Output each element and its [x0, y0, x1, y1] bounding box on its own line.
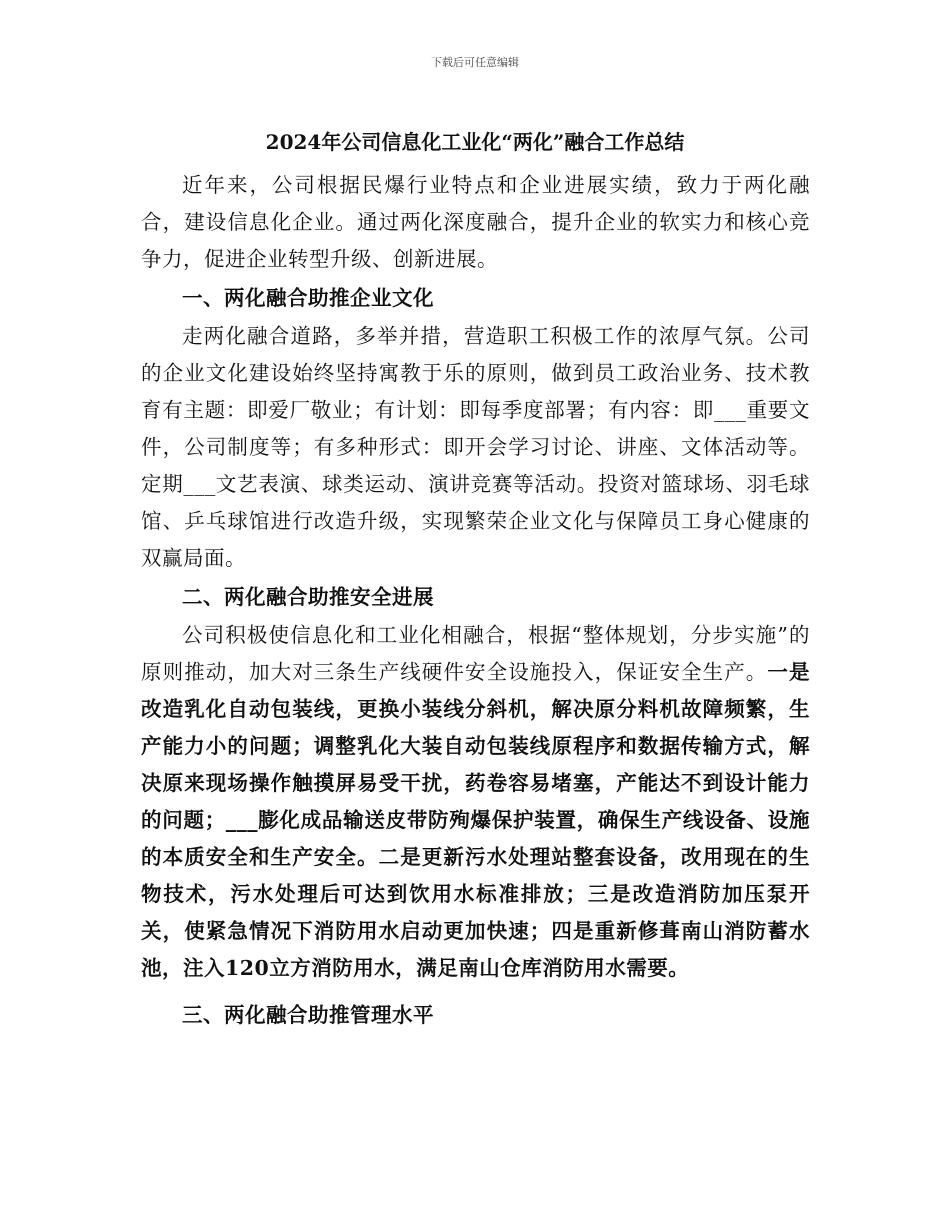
page-header-note: 下载后可任意编辑	[431, 56, 519, 69]
section-2-lead-text: 公司积极使信息化和工业化相融合，根据“整体规划，分步实施”的原则推动，加大对三条生产线硬件安全设施投入，保证安全生产。	[141, 623, 810, 684]
section-1-paragraph: 走两化融合道路，多举并措，营造职工积极工作的浓厚气氛。公司的企业文化建设始终坚持寓教于乐的原则，做到员工政治业务、技术教育有主题：即爱厂敬业；有计划：即每季度部署；有内容：即___重要文件，公司制度等；有多种形式：即开会学习讨论、讲座、文体活动等。定期___文艺表演、球类运动、演讲竞赛等活动。投资对篮球场、羽毛球馆、乒乓球馆进行改造升级，实现繁荣企业文化与保障员工身心健康的双赢局面。	[141, 324, 810, 570]
section-2-paragraph	[141, 617, 810, 987]
section-3-heading: 三、两化融合助推管理水平	[182, 1003, 434, 1027]
document-body	[141, 167, 810, 1035]
section-1-heading: 一、两化融合助推企业文化	[182, 286, 434, 310]
document-title: 2024年公司信息化工业化“两化”融合工作总结	[265, 130, 685, 154]
section-2-bold-text: 一是改造乳化自动包装线，更换小装线分斜机，解决原分料机故障频繁，生产能力小的问题；调整乳化大装自动包装线原程序和数据传输方式，解决原来现场操作触摸屏易受干扰，药卷容易堵塞，产能达不到设计能力的问题；___膨化成品输送皮带防殉爆保护装置，确保生产线设备、设施的本质安全和生产安全。二是更新污水处理站整套设备，改用现在的生物技术，污水处理后可达到饮用水标准排放；三是改造消防加压泵开关，使紧急情况下消防用水启动更加快速；四是重新修葺南山消防蓄水池，注入120立方消防用水，满足南山仓库消防用水需要。	[141, 660, 811, 980]
intro-paragraph: 近年来，公司根据民爆行业特点和企业进展实绩，致力于两化融合，建设信息化企业。通过两化深度融合，提升企业的软实力和核心竞争力，促进企业转型升级、创新进展。	[141, 173, 810, 271]
section-2-heading: 二、两化融合助推安全进展	[182, 585, 434, 609]
